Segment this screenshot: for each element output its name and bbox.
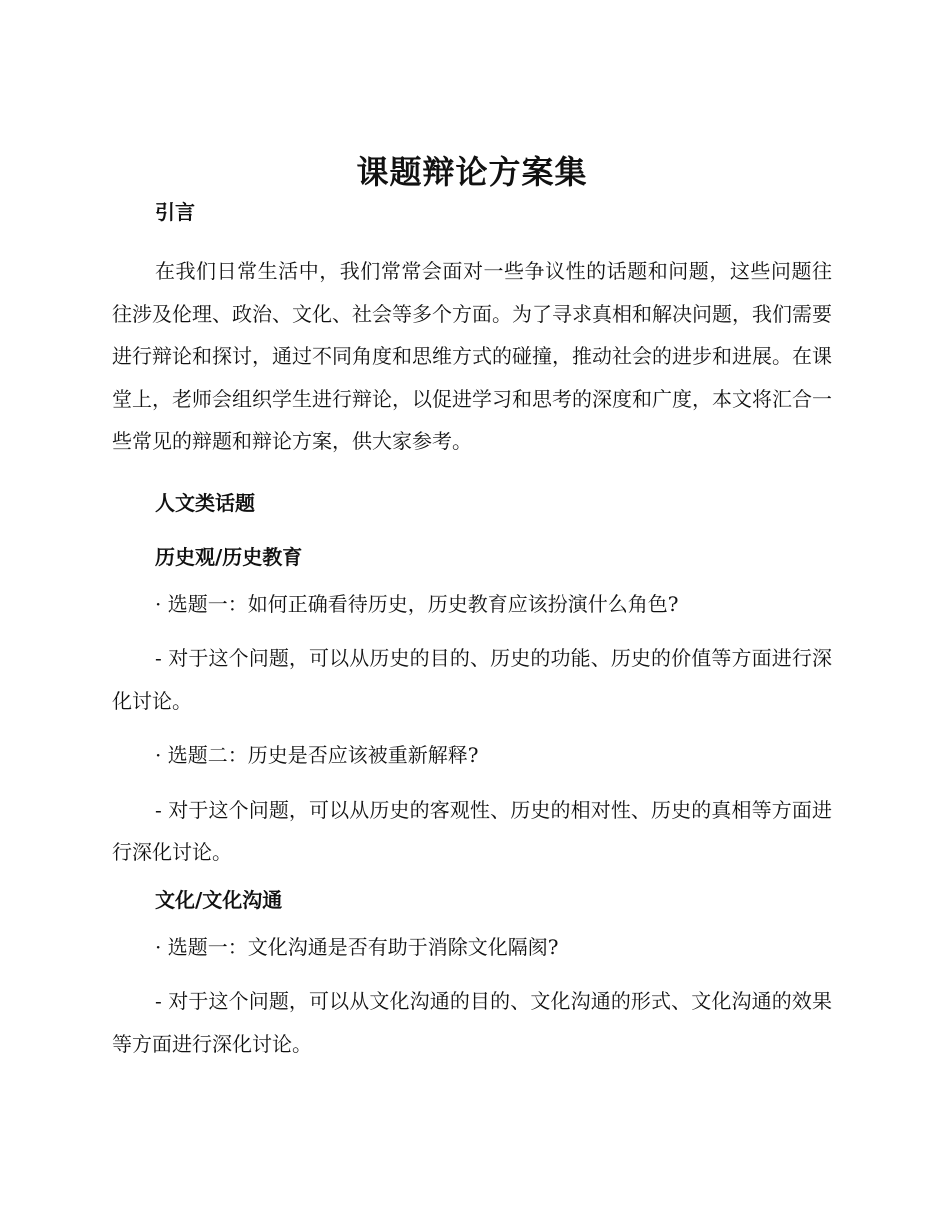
document-title: 课题辩论方案集 [356,153,588,191]
document-page [112,150,832,1065]
section-heading-humanities: 人文类话题 [155,490,255,515]
subsection-heading-history: 历史观/历史教育 [155,544,303,569]
intro-heading: 引言 [155,200,195,224]
culture-topic-1: · 选题一：文化沟通是否有助于消除文化隔阂? [155,934,559,959]
culture-topic-1-note: - 对于这个问题，可以从文化沟通的目的、文化沟通的形式、文化沟通的效果等方面进行深化讨论。 [112,989,832,1056]
subsection-heading-culture: 文化/文化沟通 [155,887,283,912]
intro-paragraph: 在我们日常生活中，我们常常会面对一些争议性的话题和问题，这些问题往往涉及伦理、政治、文化、社会等多个方面。为了寻求真相和解决问题，我们需要进行辩论和探讨，通过不同角度和思维方式的碰撞，推动社会的进步和进展。在课堂上，老师会组织学生进行辩论，以促进学习和思考的深度和广度，本文将汇合一些常见的辩题和辩论方案，供大家参考。 [112,259,832,453]
history-topic-2-note: - 对于这个问题，可以从历史的客观性、历史的相对性、历史的真相等方面进行深化讨论。 [112,797,832,864]
history-topic-1: · 选题一：如何正确看待历史，历史教育应该扮演什么角色? [155,591,679,616]
history-topic-2: · 选题二：历史是否应该被重新解释? [155,743,479,767]
history-topic-1-note: - 对于这个问题，可以从历史的目的、历史的功能、历史的价值等方面进行深化讨论。 [112,646,832,713]
